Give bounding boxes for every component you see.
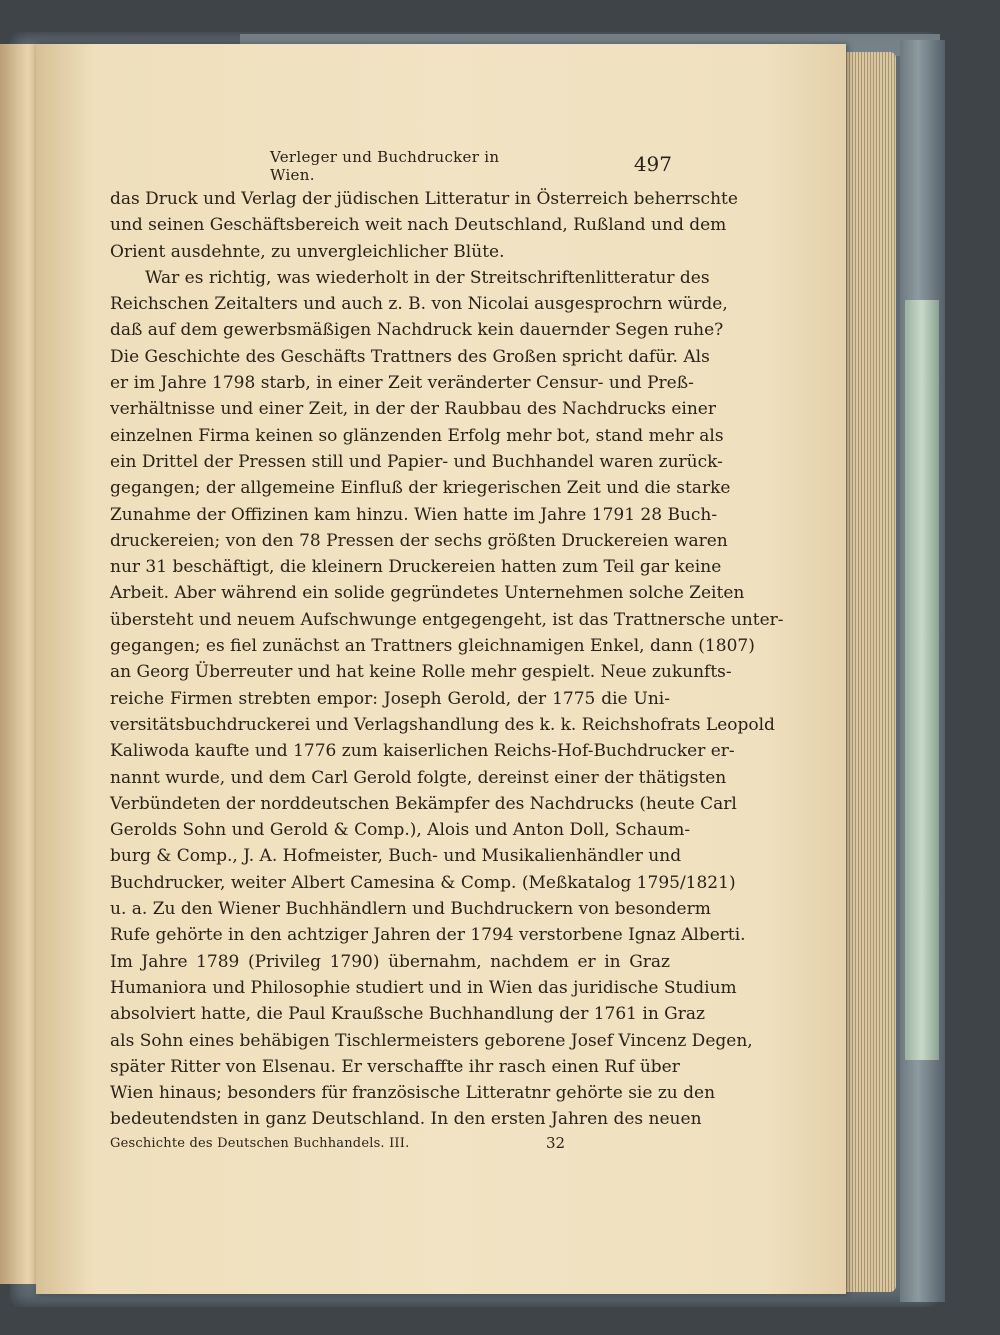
text-line: Im Jahre 1789 (Privileg 1790) übernahm, nachdem er in Graz (110, 951, 670, 972)
text-line: Humaniora und Philosophie studiert und in Wien das juridische Studium (110, 977, 737, 998)
text-line: gegangen; der allgemeine Einfluß der kriegerischen Zeit und die starke (110, 478, 731, 499)
text-line: und seinen Geschäftsbereich weit nach Deutschland, Rußland und dem (110, 215, 727, 236)
text-line: später Ritter von Elsenau. Er verschaffte ihr rasch einen Ruf über (110, 1056, 680, 1077)
text-line: absolviert hatte, die Paul Kraußsche Buchhandlung der 1761 in Graz (110, 1004, 705, 1025)
text-line: druckereien; von den 78 Pressen der sechs größten Druckereien waren (110, 530, 728, 551)
text-line: Arbeit. Aber während ein solide gegründetes Unternehmen solche Zeiten (110, 583, 745, 604)
text-line: ein Drittel der Pressen still und Papier- und Buchhandel waren zurück- (110, 451, 723, 472)
text-line: übersteht und neuem Aufschwunge entgegengeht, ist das Trattnersche unter- (110, 609, 784, 630)
footer-book-title: Geschichte des Deutschen Buchhandels. III. (110, 1136, 410, 1151)
text-line: Wien hinaus; besonders für französische Litteratnr gehörte sie zu den (110, 1083, 716, 1104)
spine-tape (905, 300, 939, 1060)
text-line: Verbündeten der norddeutschen Bekämpfer des Nachdrucks (heute Carl (110, 793, 737, 814)
text-line: nannt wurde, und dem Carl Gerold folgte, dereinst einer der thätigsten (110, 767, 727, 788)
text-line: burg & Comp., J. A. Hofmeister, Buch- und Musikalienhändler und (110, 846, 682, 867)
text-line: einzelnen Firma keinen so glänzenden Erfolg mehr bot, stand mehr als (110, 425, 724, 446)
text-line: Rufe gehörte in den achtziger Jahren der 1794 verstorbene Ignaz Alberti. (110, 925, 746, 946)
text-line: verhältnisse und einer Zeit, in der der Raubbau des Nachdrucks einer (110, 399, 716, 420)
text-line: das Druck und Verlag der jüdischen Litteratur in Österreich beherrschte (110, 189, 738, 209)
text-line: u. a. Zu den Wiener Buchhändlern und Buchdruckern von besonderm (110, 899, 711, 920)
text-line: gegangen; es fiel zunächst an Trattners gleichnamigen Enkel, dann (1807) (110, 636, 755, 657)
text-line: Buchdrucker, weiter Albert Camesina & Comp. (Meßkatalog 1795/1821) (110, 872, 736, 893)
text-line: Orient ausdehnte, zu unvergleichlicher Blüte. (110, 241, 505, 262)
text-line: Gerolds Sohn und Gerold & Comp.), Alois und Anton Doll, Schaum- (110, 820, 691, 841)
running-header: Verleger und Buchdrucker in Wien. (270, 148, 500, 184)
text-line: Zunahme der Offizinen kam hinzu. Wien hatte im Jahre 1791 28 Buch- (110, 504, 718, 525)
text-line: Kaliwoda kaufte und 1776 zum kaiserlichen Reichs-Hof-Buchdrucker er- (110, 741, 735, 762)
text-line: Die Geschichte des Geschäfts Trattners des Großen spricht dafür. Als (110, 346, 710, 367)
text-line: an Georg Überreuter und hat keine Rolle mehr gespielt. Neue zukunfts- (110, 662, 732, 683)
text-line: versitätsbuchdruckerei und Verlagshandlung des k. k. Reichshofrats Leopold (110, 714, 775, 735)
text-line: daß auf dem gewerbsmäßigen Nachdruck kein dauernder Segen ruhe? (110, 320, 724, 341)
text-line: Reichschen Zeitalters und auch z. B. von Nicolai ausgesprochrn würde, (110, 294, 728, 315)
text-line: er im Jahre 1798 starb, in einer Zeit veränderter Censur- und Preß- (110, 373, 694, 394)
text-line: War es richtig, was wiederholt in der Streitschriftenlitteratur des (145, 267, 710, 288)
text-line: bedeutendsten in ganz Deutschland. In den ersten Jahren des neuen (110, 1109, 702, 1130)
text-line: reiche Firmen strebten empor: Joseph Gerold, der 1775 die Uni- (110, 688, 670, 709)
page-number: 497 (633, 152, 672, 176)
body-text (110, 186, 784, 1133)
text-line: als Sohn eines behäbigen Tischlermeisters geborene Josef Vincenz Degen, (110, 1030, 753, 1051)
text-line: nur 31 beschäftigt, die kleinern Druckereien hatten zum Teil gar keine (110, 557, 722, 578)
signature-mark: 32 (546, 1134, 566, 1152)
